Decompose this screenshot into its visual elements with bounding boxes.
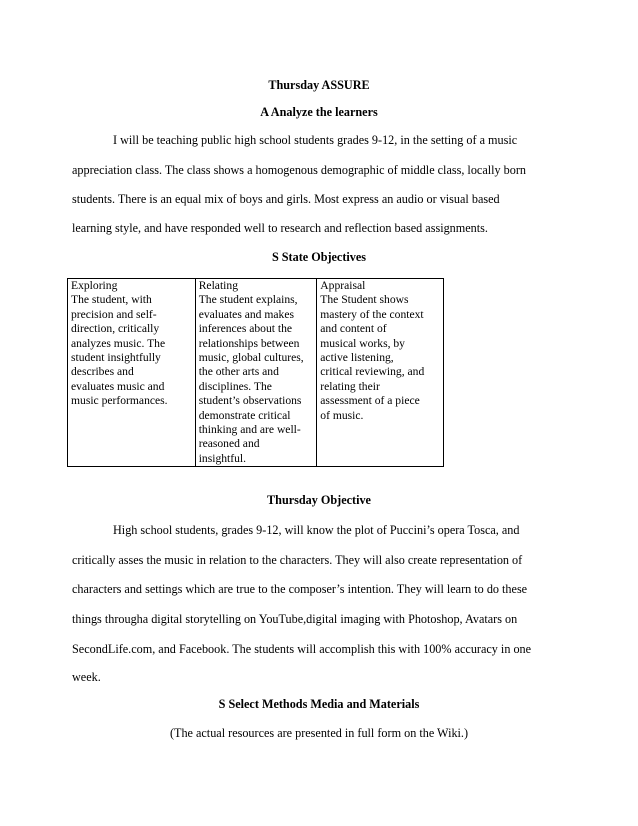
table-header-cell: Appraisal [317,279,444,294]
table-cell-appraisal [317,293,444,466]
cell-line: music performances. [71,394,168,408]
cell-line: precision and self- [71,307,157,321]
paragraph-line: critically asses the music in relation to the characters. They will also create representation of [72,553,523,567]
section-heading-methods: S Select Methods Media and Materials [218,697,420,711]
paragraph-line: students. There is an equal mix of boys and girls. Most express an audio or visual based [72,192,500,206]
table-header-row [68,279,444,294]
cell-line: reasoned and [198,437,260,451]
cell-line: relationships between [198,336,300,350]
cell-line: relating their [320,379,380,393]
cell-line: of music. [320,408,364,422]
cell-line: student insightfully [71,351,161,365]
paragraph-line: learning style, and have responded well to research and reflection based assignments. [72,221,488,235]
cell-line: The Student shows [320,293,409,307]
table-cell-exploring [68,293,196,466]
cell-line: describes and [71,365,134,379]
cell-line: evaluates and makes [198,307,294,321]
table-header-cell: Exploring [68,279,196,294]
cell-line: disciplines. The [198,379,272,393]
cell-line: assessment of a piece [320,394,420,408]
cell-line: critical reviewing, and [320,365,425,379]
cell-line: insightful. [198,451,247,465]
objectives-table [67,278,444,467]
cell-line: musical works, by [320,336,405,350]
table-cell-relating [195,293,317,466]
paragraph-line: week. [72,670,101,684]
cell-line: direction, critically [71,322,160,336]
cell-line: the other arts and [198,365,279,379]
table-header-cell: Relating [195,279,317,294]
cell-line: active listening, [320,351,394,365]
section-heading-analyze: A Analyze the learners [260,105,378,119]
page-title: Thursday ASSURE [268,78,370,92]
paragraph-line: High school students, grades 9-12, will know the plot of Puccini’s opera Tosca, and [113,523,520,537]
cell-line: The student, with [71,293,152,307]
section-heading-thursday-objective: Thursday Objective [267,493,371,507]
paragraph-line: characters and settings which are true to the composer’s intention. They will learn to do these [72,582,528,596]
paragraph-line: appreciation class. The class shows a homogenous demographic of middle class, locally born [72,163,526,177]
cell-line: analyzes music. The [71,336,166,350]
methods-note: (The actual resources are presented in full form on the Wiki.) [169,726,469,740]
cell-line: student’s observations [198,394,302,408]
cell-line: and content of [320,322,387,336]
table-row [68,293,444,466]
cell-line: demonstrate critical [198,408,291,422]
cell-line: mastery of the context [320,307,424,321]
paragraph-line: SecondLife.com, and Facebook. The students will accomplish this with 100% accuracy in one [72,642,532,656]
section-heading-objectives: S State Objectives [271,250,367,264]
paragraph-line: I will be teaching public high school students grades 9-12, in the setting of a music [113,133,518,147]
cell-line: evaluates music and [71,379,165,393]
paragraph-line: things througha digital storytelling on YouTube,digital imaging with Photoshop, Avatars on [72,612,518,626]
cell-line: The student explains, [198,293,298,307]
cell-line: inferences about the [198,322,293,336]
cell-line: music, global cultures, [198,351,304,365]
cell-line: thinking and are well- [198,423,301,437]
